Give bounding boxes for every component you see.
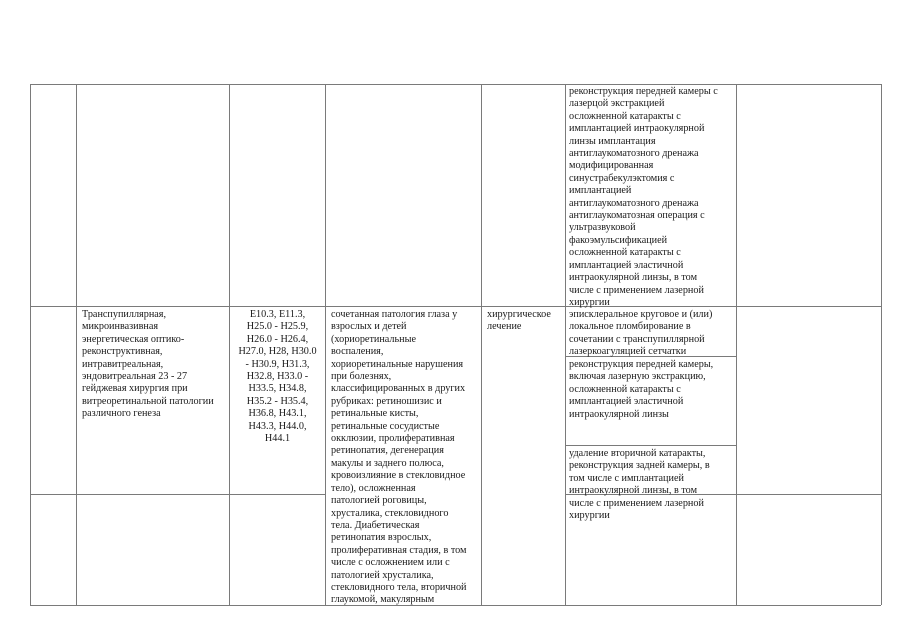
col-line-7	[881, 84, 882, 605]
col-line-5	[565, 84, 566, 605]
col-line-0	[30, 84, 31, 605]
row2-method-2: реконструкция передней камеры, включая лазерную экстракцию, осложненной катаракты с имплантацией эластичной интраокулярной линзы	[569, 359, 714, 420]
row-divider-1	[30, 306, 881, 307]
row-divider-2-left	[30, 494, 325, 495]
table-border-top	[30, 84, 881, 85]
row2-treatment-type: хирургическое лечение	[487, 309, 551, 333]
row2-procedure-name: Транспупиллярная, микроинвазивная энергетическая оптико- реконструктивная, интравитреальная, эндовитреальная 23 - 27 гейджевая хирургия при витреоретинальной патологии различного генеза	[82, 309, 214, 420]
method-divider-2	[565, 445, 736, 446]
col-line-1	[76, 84, 77, 605]
row2-patient-model: сочетанная патология глаза у взрослых и детей (хориоретинальные воспаления, хориоретинальные нарушения при болезнях, классифицированных в других рубриках: ретиношизис и ретинальные кисты, ретинальные сосудистые окклюзии, пролиферативная ретинопатия, дегенерация макулы и заднего полюса, кровоизлияние в стекловидное тело), осложненная патологией роговицы, хрусталика, стекловидного тела. Диабетическая ретинопатия взрослых, пролиферативная стадия, в том числе с осложнением или с патологией хрусталика, стекловидного тела, вторичной глаукомой, макулярным	[331, 309, 467, 606]
row2-method-1: эписклеральное круговое и (или) локальное пломбирование в сочетании с транспупиллярной лазеркоагуляцией сетчатки	[569, 309, 713, 358]
row1-treatment-methods: реконструкция передней камеры с лазерцой экстракцией осложненной катаракты с имплантацией интраокулярной линзы имплантация антиглаукоматозного дренажа модифицированная синустрабекулэктомия с имплантацией антиглаукоматозного дренажа антиглаукоматозная операция с ультразвуковой факоэмульсификацией осложненной катаракты с имплантацией эластичной интраокулярной линзы, в том числе с применением лазерной хирургии	[569, 86, 718, 308]
row2-method-3: удаление вторичной катаракты, реконструкция задней камеры, в том числе с имплантацией интраокулярной линзы, в том числе с применением лазерной хирургии	[569, 448, 710, 522]
row2-icd-codes: E10.3, E11.3, H25.0 - H25.9, H26.0 - H26.4, H27.0, H28, H30.0 - H30.9, H31.3, H32.8, H33.0 - H33.5, H34.8, H35.2 - H35.4, H36.8, H43.1, H43.3, H44.0, H44.1	[238, 309, 317, 445]
col-line-3	[325, 84, 326, 605]
